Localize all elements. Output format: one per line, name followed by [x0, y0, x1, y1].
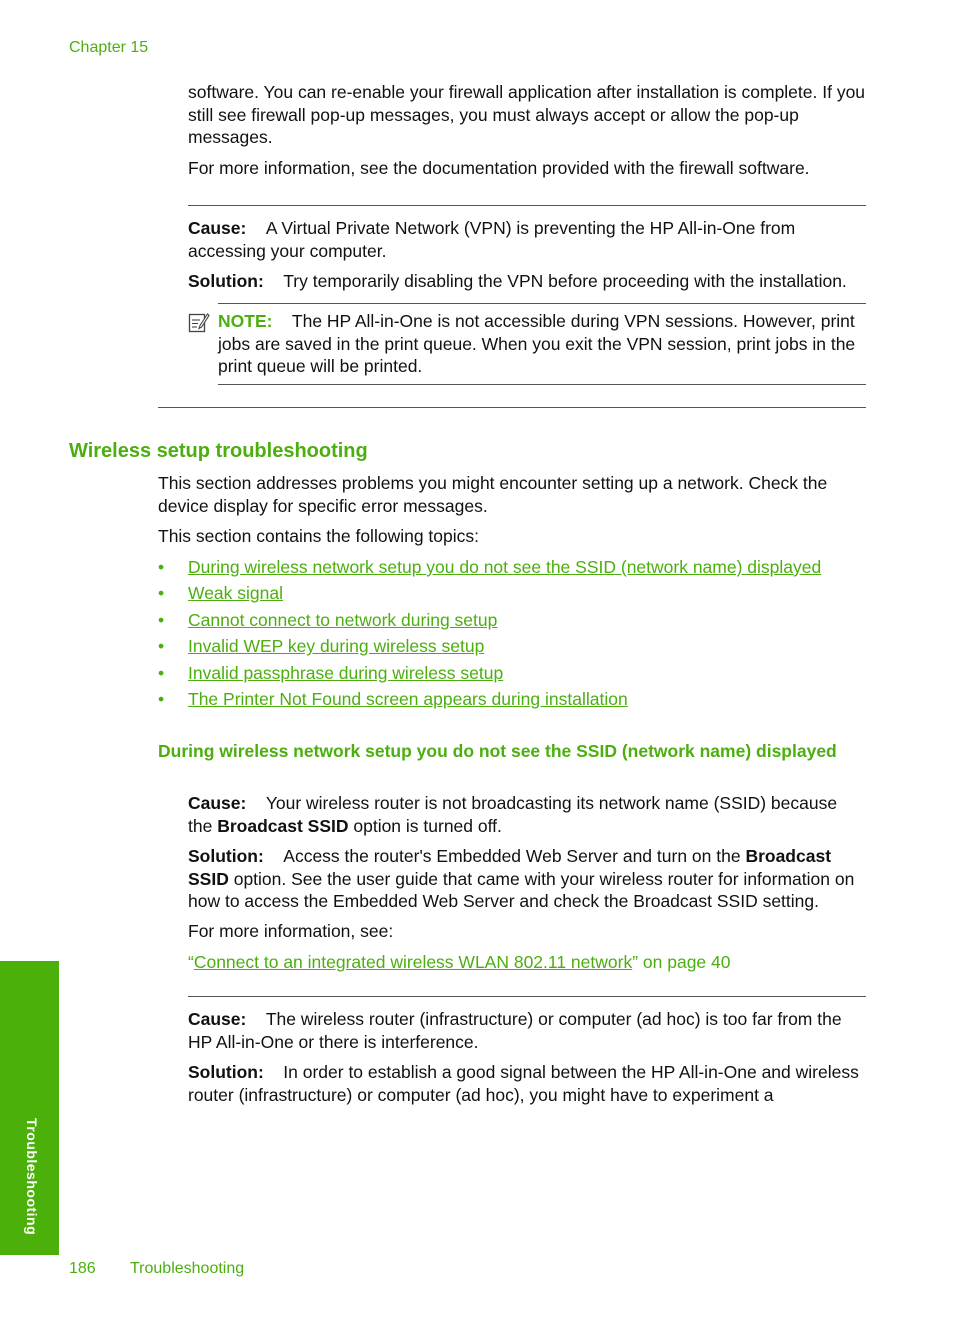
cause-label: Cause:: [188, 793, 247, 813]
chapter-tab-label: Troubleshooting: [24, 1118, 40, 1236]
bullet: •: [158, 662, 165, 683]
bullet: •: [158, 609, 165, 630]
list-item: [158, 662, 866, 688]
solution-text: Access the router's Embedded Web Server and turn on the: [283, 846, 746, 866]
quote-open: “: [188, 952, 194, 972]
cross-reference: [188, 951, 866, 974]
topic-link-invalid-wep[interactable]: Invalid WEP key during wireless setup: [188, 636, 485, 657]
cause-text: A Virtual Private Network (VPN) is preventing the HP All-in-One from accessing your computer.: [188, 218, 796, 261]
footer-section: Troubleshooting: [130, 1260, 245, 1277]
page-number: 186: [69, 1260, 96, 1277]
divider: [188, 996, 866, 997]
solution-text: In order to establish a good signal between the HP All-in-One and wireless router (infrastructure) or computer (ad hoc), you might have to experiment a: [188, 1062, 859, 1105]
cause-text: option is turned off.: [348, 815, 502, 836]
note-text: The HP All-in-One is not accessible during VPN sessions. However, print jobs are saved in the print queue. When you exit the VPN session, print jobs in the print queue will be printed.: [218, 311, 856, 376]
topic-link-printer-not-found[interactable]: The Printer Not Found screen appears during installation: [188, 688, 628, 709]
divider: [188, 205, 866, 206]
section-heading: Wireless setup troubleshooting: [69, 440, 368, 462]
section-intro: [158, 472, 866, 548]
note-block: [218, 310, 866, 378]
solution-label: Solution:: [188, 1062, 264, 1082]
distance-cause: [188, 1008, 866, 1053]
vpn-cause: [188, 217, 866, 262]
cause-text: Your wireless router is not broadcasting its network name (SSID) because the: [188, 793, 838, 836]
note-bottom-rule: [218, 384, 866, 385]
paragraph: This section contains the following topics:: [158, 526, 479, 546]
list-item: [158, 688, 866, 714]
cause-text: The wireless router (infrastructure) or computer (ad hoc) is too far from the HP All-in-One or there is interference.: [188, 1009, 842, 1052]
xref-link[interactable]: Connect to an integrated wireless WLAN 802.11 network: [193, 952, 633, 972]
chapter-header: Chapter 15: [69, 39, 149, 56]
topic-link-invalid-passphrase[interactable]: Invalid passphrase during wireless setup: [188, 662, 504, 683]
paragraph: For more information, see the documentation provided with the firewall software.: [188, 157, 810, 178]
bullet: •: [158, 688, 165, 709]
solution-label: Solution:: [188, 846, 264, 866]
list-item: [158, 609, 866, 635]
emphasis: Broadcast SSID: [188, 846, 832, 889]
note-label: NOTE:: [218, 311, 273, 331]
list-item: [158, 582, 866, 608]
topics-list: [158, 556, 866, 714]
note-top-rule: [218, 303, 866, 304]
note-icon: [188, 312, 210, 334]
solution-text: option. See the user guide that came with your wireless router for information on how to access the Embedded Web Server and check the Broadcast SSID setting.: [188, 868, 855, 911]
subsection-heading: During wireless network setup you do not see the SSID (network name) displayed: [158, 741, 837, 761]
firewall-continuation: [188, 81, 866, 179]
topic-link-ssid[interactable]: During wireless network setup you do not see the SSID (network name) displayed: [188, 557, 822, 577]
more-info: For more information, see:: [188, 921, 394, 941]
emphasis: Broadcast SSID: [217, 815, 349, 836]
topic-link-weak-signal[interactable]: Weak signal: [188, 583, 284, 604]
cause-label: Cause:: [188, 1009, 247, 1029]
solution-label: Solution:: [188, 271, 264, 291]
bullet: •: [158, 636, 165, 657]
list-item: [158, 635, 866, 661]
bullet: •: [158, 583, 165, 604]
ssid-solution: [188, 845, 866, 913]
cause-label: Cause:: [188, 218, 247, 238]
list-item: [158, 556, 866, 582]
ssid-cause: [188, 792, 866, 837]
distance-solution: [188, 1061, 866, 1106]
xref-page: ” on page 40: [632, 952, 731, 972]
section-divider: [158, 407, 866, 408]
solution-text: Try temporarily disabling the VPN before proceeding with the installation.: [283, 271, 847, 291]
bullet: •: [158, 557, 165, 577]
paragraph: software. You can re-enable your firewall application after installation is complete. If you still see firewall pop-up messages, you must always accept or allow the pop-up messages.: [188, 82, 866, 147]
topic-link-cannot-connect[interactable]: Cannot connect to network during setup: [188, 609, 498, 630]
vpn-solution: [188, 270, 866, 293]
paragraph: This section addresses problems you might encounter setting up a network. Check the device display for specific error messages.: [158, 473, 828, 516]
